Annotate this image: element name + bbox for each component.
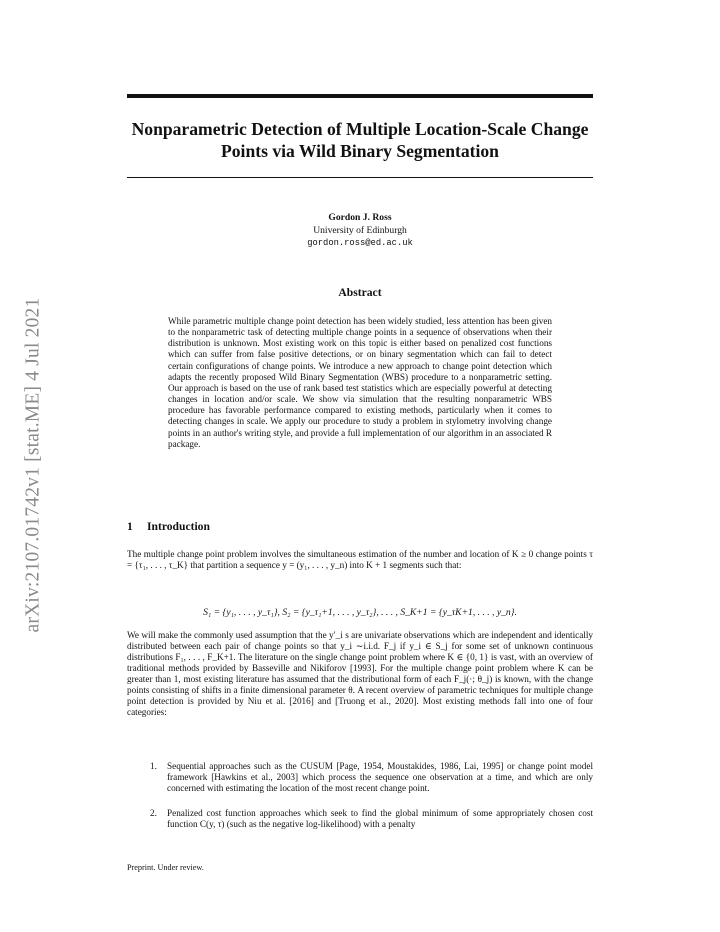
author-email: gordon.ross@ed.ac.uk [307, 238, 413, 248]
intro-paragraph-2: We will make the commonly used assumption that the y′_i s are univariate observations which are independent and identically distributed between each pair of change points so that y_i ∼i.i.d. F_j if y_i ∈ S_j for some set of unknown continuous distributions F₁, . . . , F_K+1. The literature on the single change point problem where K ∈ {0, 1} is vast, with an overview of traditional methods provided by Basseville and Nikiforov [1993]. For the multiple change point problem where K can be greater than 1, most existing literature has assumed that the distributional form of each F_j(·; θ_j) is known, with the change points consisting of shifts in a finite dimensional parameter θ. A recent overview of parametric techniques for multiple change point detection is provided by Niu et al. [2016] and [Truong et al., 2020]. Most existing methods fall into one of four categories: [127, 630, 593, 718]
arxiv-stamp-text: arXiv:2107.01742v1 [stat.ME] 4 Jul 2021 [22, 297, 44, 633]
paper-title: Nonparametric Detection of Multiple Location-Scale Change Points via Wild Binary Segmentation [131, 119, 589, 161]
list-item-text: Sequential approaches such as the CUSUM [Page, 1954, Moustakides, 1986, Lai, 1995] or change point model framework [Hawkins et al., 2003] which process the sequence one observation at a time, and which are only concerned with estimating the location of the most recent change point. [167, 761, 593, 794]
segments-equation: S₁ = {y₁, . . . , y_τ₁}, S₂ = {y_τ₁+1, . . . , y_τ₂}, . . . , S_K+1 = {y_τK+1, . . . , y_n}. [203, 607, 517, 618]
abstract-text: While parametric multiple change point detection has been widely studied, less attention has been given to the nonparametric task of detecting multiple change points in a sequence of observations when their distribution is unknown. Most existing work on this topic is either based on penalized cost functions which can suffer from false positive detections, or on binary segmentation which can fail to detect certain configurations of change points. We introduce a new approach to change point detection which adapts the recently proposed Wild Binary Segmentation (WBS) procedure to a nonparametric setting. Our approach is based on the use of rank based test statistics which are especially powerful at detecting changes in location and/or scale. We show via simulation that the resulting nonparametric WBS procedure has favorable performance compared to existing methods, particularly when it comes to detecting changes in scale. We apply our procedure to study a problem in stylometry involving change points in an author's writing style, and provide a full implementation of our algorithm in an associated R package. [168, 316, 552, 449]
list-item-text: Penalized cost function approaches which seek to find the global minimum of some appropriately chosen cost function C(y, τ) (such as the negative log-likelihood) with a penalty [167, 808, 593, 830]
abstract-heading: Abstract [338, 286, 382, 299]
section-number: 1 [127, 520, 133, 533]
list-item [150, 808, 593, 830]
title-bottom-rule [127, 177, 593, 178]
arxiv-stamp [18, 260, 48, 670]
section-heading [127, 520, 210, 533]
intro-paragraph-1: The multiple change point problem involves the simultaneous estimation of the number and location of K ≥ 0 change points τ = {τ₁, . . . , τ_K} that partition a sequence y = (y₁, . . . , y_n) into K + 1 segments such that: [127, 549, 593, 571]
list-item-number: 2. [150, 808, 157, 818]
list-item [150, 761, 593, 794]
author-affiliation: University of Edinburgh [313, 224, 407, 236]
preprint-footer: Preprint. Under review. [127, 863, 204, 872]
title-top-rule [127, 94, 593, 98]
section-title: Introduction [147, 520, 210, 533]
author-block [127, 212, 593, 250]
author-name: Gordon J. Ross [328, 212, 392, 223]
list-item-number: 1. [150, 761, 157, 771]
